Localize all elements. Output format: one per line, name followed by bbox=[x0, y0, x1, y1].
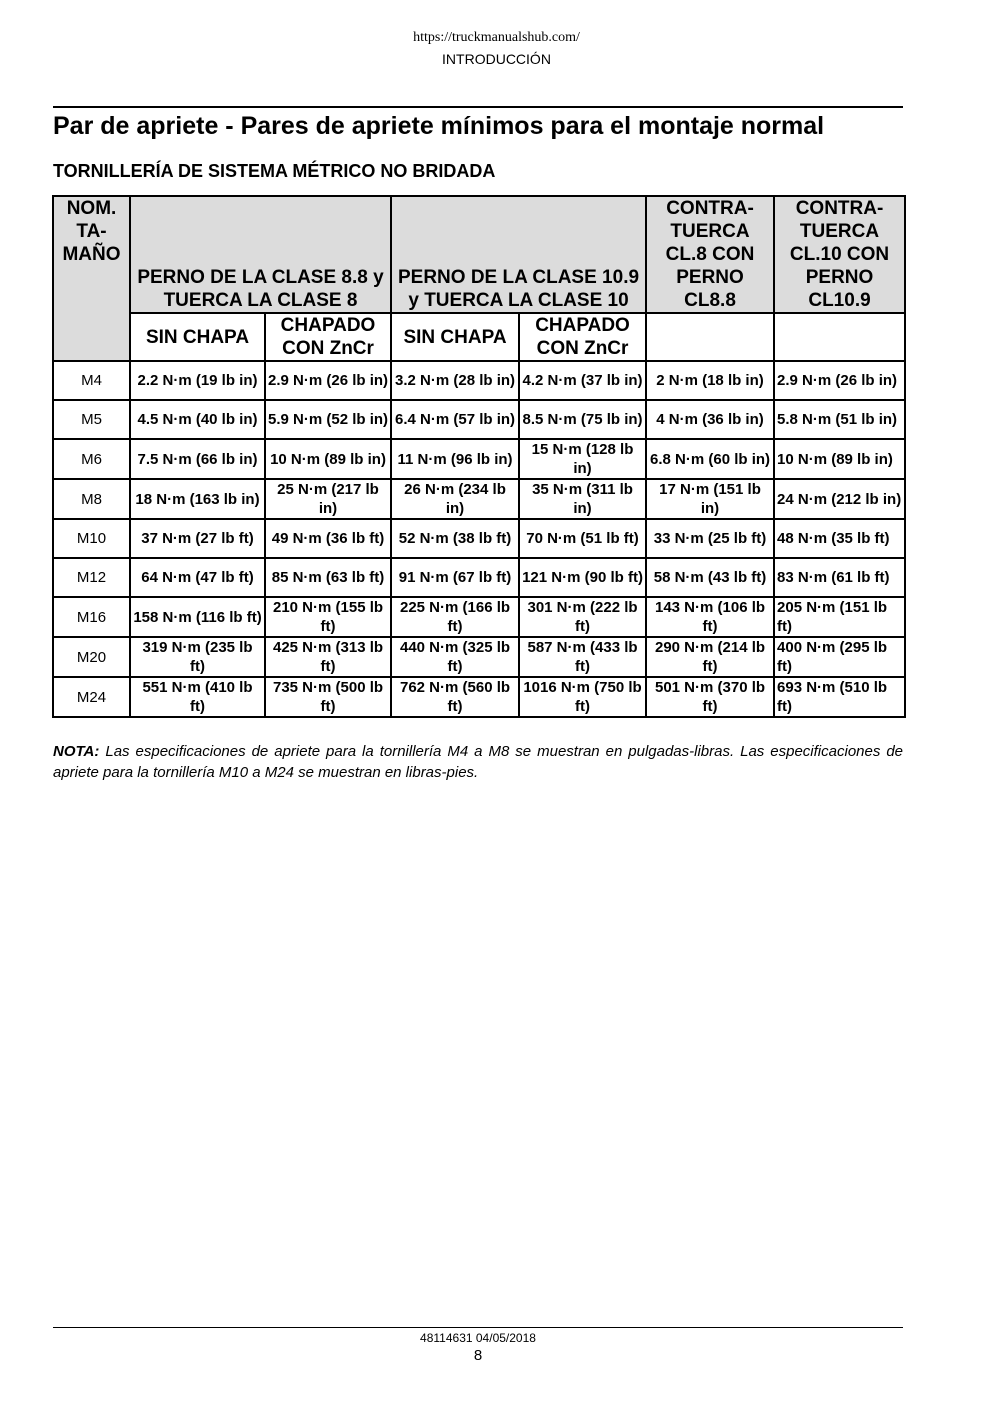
source-url: https://truckmanualshub.com/ bbox=[413, 30, 580, 45]
torque-cell: 440 N·m (325 lb ft) bbox=[391, 637, 519, 677]
torque-cell: 1016 N·m (750 lb ft) bbox=[519, 677, 646, 717]
size-cell: M8 bbox=[53, 479, 130, 519]
size-cell: M20 bbox=[53, 637, 130, 677]
torque-cell: 4.2 N·m (37 lb in) bbox=[519, 361, 646, 400]
torque-cell: 58 N·m (43 lb ft) bbox=[646, 558, 774, 597]
table-row bbox=[53, 597, 905, 637]
torque-table bbox=[52, 195, 906, 718]
torque-cell: 425 N·m (313 lb ft) bbox=[265, 637, 391, 677]
size-cell: M24 bbox=[53, 677, 130, 717]
torque-cell: 49 N·m (36 lb ft) bbox=[265, 519, 391, 558]
torque-cell: 15 N·m (128 lb in) bbox=[519, 439, 646, 479]
torque-cell: 4.5 N·m (40 lb in) bbox=[130, 400, 265, 439]
table-row bbox=[53, 400, 905, 439]
torque-cell: 762 N·m (560 lb ft) bbox=[391, 677, 519, 717]
table-header-row bbox=[53, 196, 905, 313]
torque-cell: 693 N·m (510 lb ft) bbox=[774, 677, 905, 717]
torque-cell: 37 N·m (27 lb ft) bbox=[130, 519, 265, 558]
torque-cell: 5.8 N·m (51 lb in) bbox=[774, 400, 905, 439]
table-subtitle: TORNILLERÍA DE SISTEMA MÉTRICO NO BRIDADA bbox=[53, 161, 496, 181]
torque-cell: 2.9 N·m (26 lb in) bbox=[774, 361, 905, 400]
torque-cell: 7.5 N·m (66 lb in) bbox=[130, 439, 265, 479]
torque-cell: 35 N·m (311 lb in) bbox=[519, 479, 646, 519]
torque-cell: 2.9 N·m (26 lb in) bbox=[265, 361, 391, 400]
table-subheader-row bbox=[53, 313, 905, 361]
torque-cell: 83 N·m (61 lb ft) bbox=[774, 558, 905, 597]
torque-cell: 11 N·m (96 lb in) bbox=[391, 439, 519, 479]
size-cell: M6 bbox=[53, 439, 130, 479]
table-row bbox=[53, 479, 905, 519]
subheader-plated: CHAPADO CON ZnCr bbox=[265, 313, 391, 361]
table-row bbox=[53, 439, 905, 479]
header-nominal-size: NOM. TA- MAÑO bbox=[53, 196, 130, 361]
size-cell: M10 bbox=[53, 519, 130, 558]
document-id: 48114631 04/05/2018 bbox=[420, 1331, 536, 1345]
subheader-empty bbox=[774, 313, 905, 361]
torque-cell: 10 N·m (89 lb in) bbox=[265, 439, 391, 479]
subheader-unplated: SIN CHAPA bbox=[130, 313, 265, 361]
size-cell: M4 bbox=[53, 361, 130, 400]
torque-cell: 205 N·m (151 lb ft) bbox=[774, 597, 905, 637]
note-text: Las especificaciones de apriete para la tornillería M4 a M8 se muestran en pulgadas-libras. Las especificaciones de apriete para la tornillería M10 a M24 se muestran en libras-pies. bbox=[53, 743, 903, 781]
section-header: INTRODUCCIÓN bbox=[442, 51, 551, 67]
torque-cell: 8.5 N·m (75 lb in) bbox=[519, 400, 646, 439]
size-cell: M12 bbox=[53, 558, 130, 597]
torque-cell: 6.4 N·m (57 lb in) bbox=[391, 400, 519, 439]
torque-cell: 64 N·m (47 lb ft) bbox=[130, 558, 265, 597]
torque-cell: 25 N·m (217 lb in) bbox=[265, 479, 391, 519]
torque-cell: 225 N·m (166 lb ft) bbox=[391, 597, 519, 637]
header-class-8-8: PERNO DE LA CLASE 8.8 y TUERCA LA CLASE 8 bbox=[130, 196, 391, 313]
torque-cell: 2.2 N·m (19 lb in) bbox=[130, 361, 265, 400]
note-paragraph bbox=[53, 741, 903, 783]
torque-cell: 301 N·m (222 lb ft) bbox=[519, 597, 646, 637]
torque-cell: 400 N·m (295 lb ft) bbox=[774, 637, 905, 677]
torque-cell: 33 N·m (25 lb ft) bbox=[646, 519, 774, 558]
subheader-empty bbox=[646, 313, 774, 361]
torque-cell: 210 N·m (155 lb ft) bbox=[265, 597, 391, 637]
torque-cell: 143 N·m (106 lb ft) bbox=[646, 597, 774, 637]
table-row bbox=[53, 558, 905, 597]
subheader-unplated: SIN CHAPA bbox=[391, 313, 519, 361]
torque-cell: 48 N·m (35 lb ft) bbox=[774, 519, 905, 558]
header-locknut-cl10: CONTRA- TUERCA CL.10 CON PERNO CL10.9 bbox=[774, 196, 905, 313]
table-row bbox=[53, 519, 905, 558]
header-class-10-9: PERNO DE LA CLASE 10.9 y TUERCA LA CLASE 10 bbox=[391, 196, 646, 313]
torque-cell: 4 N·m (36 lb in) bbox=[646, 400, 774, 439]
torque-cell: 91 N·m (67 lb ft) bbox=[391, 558, 519, 597]
torque-cell: 5.9 N·m (52 lb in) bbox=[265, 400, 391, 439]
torque-cell: 85 N·m (63 lb ft) bbox=[265, 558, 391, 597]
torque-cell: 3.2 N·m (28 lb in) bbox=[391, 361, 519, 400]
torque-cell: 587 N·m (433 lb ft) bbox=[519, 637, 646, 677]
header-divider bbox=[53, 106, 903, 108]
torque-cell: 6.8 N·m (60 lb in) bbox=[646, 439, 774, 479]
torque-cell: 735 N·m (500 lb ft) bbox=[265, 677, 391, 717]
torque-cell: 17 N·m (151 lb in) bbox=[646, 479, 774, 519]
torque-cell: 290 N·m (214 lb ft) bbox=[646, 637, 774, 677]
torque-cell: 26 N·m (234 lb in) bbox=[391, 479, 519, 519]
torque-cell: 2 N·m (18 lb in) bbox=[646, 361, 774, 400]
page-title: Par de apriete - Pares de apriete mínimos para el montaje normal bbox=[53, 112, 825, 140]
note-label: NOTA: bbox=[53, 743, 100, 760]
page-number: 8 bbox=[473, 1347, 483, 1364]
size-cell: M16 bbox=[53, 597, 130, 637]
table-row bbox=[53, 637, 905, 677]
torque-cell: 319 N·m (235 lb ft) bbox=[130, 637, 265, 677]
torque-cell: 70 N·m (51 lb ft) bbox=[519, 519, 646, 558]
subheader-plated: CHAPADO CON ZnCr bbox=[519, 313, 646, 361]
torque-cell: 24 N·m (212 lb in) bbox=[774, 479, 905, 519]
table-row bbox=[53, 361, 905, 400]
torque-cell: 10 N·m (89 lb in) bbox=[774, 439, 905, 479]
footer-divider bbox=[53, 1327, 903, 1328]
table-row bbox=[53, 677, 905, 717]
size-cell: M5 bbox=[53, 400, 130, 439]
torque-cell: 52 N·m (38 lb ft) bbox=[391, 519, 519, 558]
torque-cell: 551 N·m (410 lb ft) bbox=[130, 677, 265, 717]
torque-cell: 121 N·m (90 lb ft) bbox=[519, 558, 646, 597]
torque-cell: 18 N·m (163 lb in) bbox=[130, 479, 265, 519]
torque-cell: 501 N·m (370 lb ft) bbox=[646, 677, 774, 717]
header-locknut-cl8: CONTRA- TUERCA CL.8 CON PERNO CL8.8 bbox=[646, 196, 774, 313]
torque-cell: 158 N·m (116 lb ft) bbox=[130, 597, 265, 637]
